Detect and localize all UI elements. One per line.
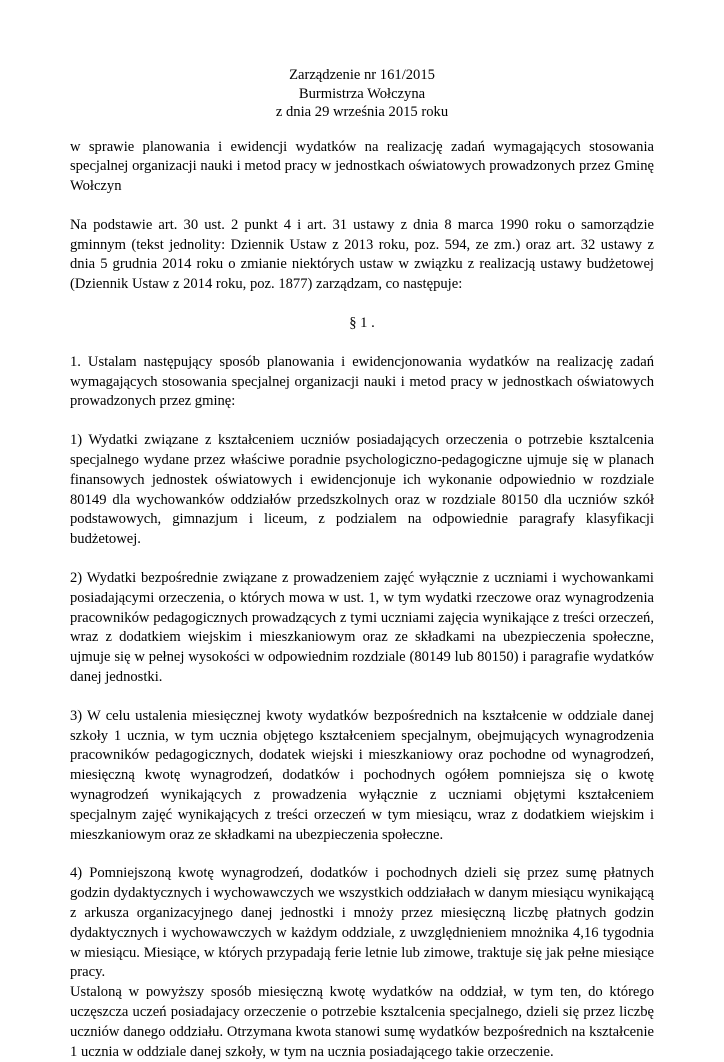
paragraph-1: 1. Ustalam następujący sposób planowania i ewidencjonowania wydatków na realizację zadań wymagających stosowania specjalnej organizacji nauki i metod pracy w jednostkach oświatowych prowadzonych przez gminę:	[70, 353, 654, 410]
ordinance-issuer: Burmistrza Wołczyna	[298, 85, 426, 102]
document-page	[70, 66, 654, 1062]
ordinance-subject: w sprawie planowania i ewidencji wydatków na realizację zadań wymagających stosowania specjalnej organizacji nauki i metod pracy w jednostkach oświatowych prowadzonych przez Gminę Wołczyn	[70, 138, 654, 195]
legal-basis: Na podstawie art. 30 ust. 2 punkt 4 i art. 31 ustawy z dnia 8 marca 1990 roku o samorządzie gminnym (tekst jednolity: Dziennik Ustaw z 2013 roku, poz. 594, ze zm.) oraz art. 32 ustawy z dnia 5 grudnia 2014 roku o zmianie niektórych ustaw w związku z realizacją ustawy budżetowej (Dziennik Ustaw z 2014 roku, poz. 1877) zarządzam, co następuje:	[70, 216, 654, 293]
paragraph-point-3: 3) W celu ustalenia miesięcznej kwoty wydatków bezpośrednich na kształcenie w oddziale danej szkoły 1 ucznia, w tym ucznia objętego kształceniem specjalnym, obejmujących wynagrodzenia pracowników pedagogicznych, dodatek wiejski i mieszkaniowy oraz pochodne od wynagrodzeń, miesięczną kwotę wynagrodzeń, dodatków i pochodnych ogółem pomniejsza się o kwotę wynagrodzeń wynikających z prowadzenia wyłącznie z uczniami objętymi kształceniem specjalnym zajęć wynikających z treści orzeczeń w tym miesiącu, wraz z dodatkiem wiejskim i mieszkaniowym oraz ze składkami na ubezpieczenia społeczne.	[70, 707, 654, 843]
section-sign: § 1 .	[349, 315, 375, 332]
ordinance-number: Zarządzenie nr 161/2015	[289, 67, 435, 83]
document-header	[70, 66, 654, 122]
ordinance-date: z dnia 29 września 2015 roku	[275, 104, 449, 120]
paragraph-point-4: 4) Pomniejszoną kwotę wynagrodzeń, dodatków i pochodnych dzieli się przez sumę płatnych godzin dydaktycznych i wychowawczych we wszystkich oddziałach w danym miesiącu wynikającą z arkusza organizacyjnego danej jednostki i mnoży przez miesięczną liczbę płatnych godzin dydaktycznych i wychowawczych w każdym oddziale, z uwzględnieniem mnożnika 4,16 tygodnia w miesiącu. Miesiące, w których przypadają ferie letnie lub zimowe, traktuje się jak pełne miesiące pracy.	[70, 865, 654, 981]
paragraph-point-2: 2) Wydatki bezpośrednie związane z prowadzeniem zajęć wyłącznie z uczniami i wychowankami posiadającymi orzeczenia, o których mowa w ust. 1, w tym wydatki rzeczowe oraz wynagrodzenia pracowników pedagogicznych prowadzących z tymi uczniami zajęcia wynikające z treści orzeczeń, wraz z dodatkiem wiejskim i mieszkaniowym oraz ze składkami na ubezpieczenia społeczne, ujmuje się w pełnej wysokości w odpowiednim rozdziale (80149 lub 80150) i paragrafie wydatków danej jednostki.	[70, 570, 654, 686]
paragraph-point-1: 1) Wydatki związane z kształceniem uczniów posiadających orzeczenia o potrzebie ksztalcenia specjalnego wydane przez właściwe poradnie psychologiczno-pedagogiczne ujmuje się w planach finansowych jednostek oświatowych i ewidencjonuje ich wykonanie odpowiednio w rozdziale 80149 dla wychowanków oddziałów przedszkolnych oraz w rozdziale 80150 dla uczniów szkół podstawowych, gimnazjum i liceum, z podzialem na odpowiednie paragrafy klasyfikacji budżetowej.	[70, 432, 654, 548]
paragraph-continuation: Ustaloną w powyższy sposób miesięczną kwotę wydatków na oddział, w tym ten, do którego uczęszcza uczeń posiadajacy orzeczenie o potrzebie ksztalcenia specjalnego, dzieli się przez liczbę uczniów danego oddziału. Otrzymana kwota stanowi sumę wydatków bezpośrednich na kształcenie 1 ucznia w oddziale danej szkoły, w tym na ucznia posiadającego takie orzeczenie.	[70, 984, 654, 1060]
